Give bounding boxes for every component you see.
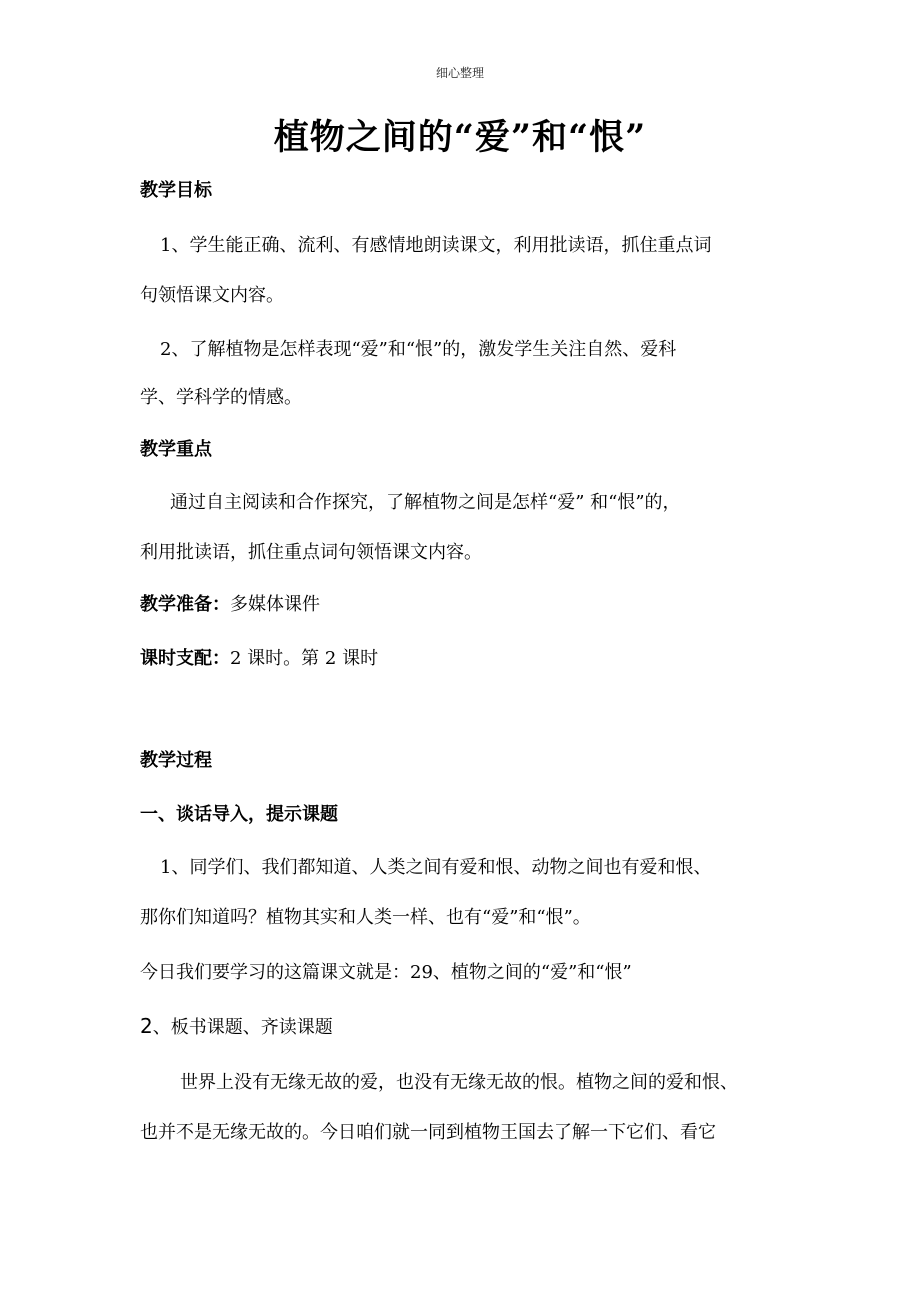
focus-heading: 教学重点 <box>140 439 212 460</box>
preparation-line <box>140 592 790 618</box>
section-1-line-2: 那你们知道吗？植物其实和人类一样、也有“爱”和“恨”。 <box>140 907 591 928</box>
section-1-line-1: 1、同学们、我们都知道、人类之间有爱和恨、动物之间也有爱和恨、 <box>160 857 712 878</box>
objectives-heading: 教学目标 <box>140 180 212 201</box>
objective-1-line-2: 句领悟课文内容。 <box>140 285 284 306</box>
preparation-value: 多媒体课件 <box>230 594 320 615</box>
section-2-number: 2 <box>140 1014 153 1038</box>
paragraph-line-2: 也并不是无缘无故的。今日咱们就一同到植物王国去了解一下它们、看它 <box>140 1122 716 1143</box>
preparation-label: 教学准备： <box>140 594 230 615</box>
schedule-value: 2 课时。第 2 课时 <box>230 648 379 669</box>
page-header: 细心整理 <box>435 66 484 80</box>
schedule-label: 课时支配： <box>140 648 230 669</box>
schedule-line <box>140 646 790 672</box>
section-1-line-3: 今日我们要学习的这篇课文就是：29、植物之间的“爱”和“恨” <box>140 962 632 983</box>
objective-2-line-1: 2、了解植物是怎样表现“爱”和“恨”的，激发学生关注自然、爱科 <box>160 339 677 360</box>
focus-line-2: 利用批读语，抓住重点词句领悟课文内容。 <box>140 542 482 563</box>
objective-1-line-1: 1、学生能正确、流利、有感情地朗读课文，利用批读语，抓住重点词 <box>160 235 712 256</box>
section-2-heading <box>140 1013 790 1041</box>
page-title: 植物之间的“爱”和“恨” <box>273 117 647 158</box>
process-heading: 教学过程 <box>140 750 212 771</box>
focus-line-1: 通过自主阅读和合作探究，了解植物之间是怎样“爱” 和“恨”的， <box>170 492 681 513</box>
section-2-text: 、板书课题、齐读课题 <box>152 1017 333 1038</box>
objective-2-line-2: 学、学科学的情感。 <box>140 387 302 408</box>
section-1-heading: 一、谈话导入，提示课题 <box>140 804 338 825</box>
paragraph-line-1: 世界上没有无缘无故的爱，也没有无缘无故的恨。植物之间的爱和恨、 <box>180 1072 738 1093</box>
